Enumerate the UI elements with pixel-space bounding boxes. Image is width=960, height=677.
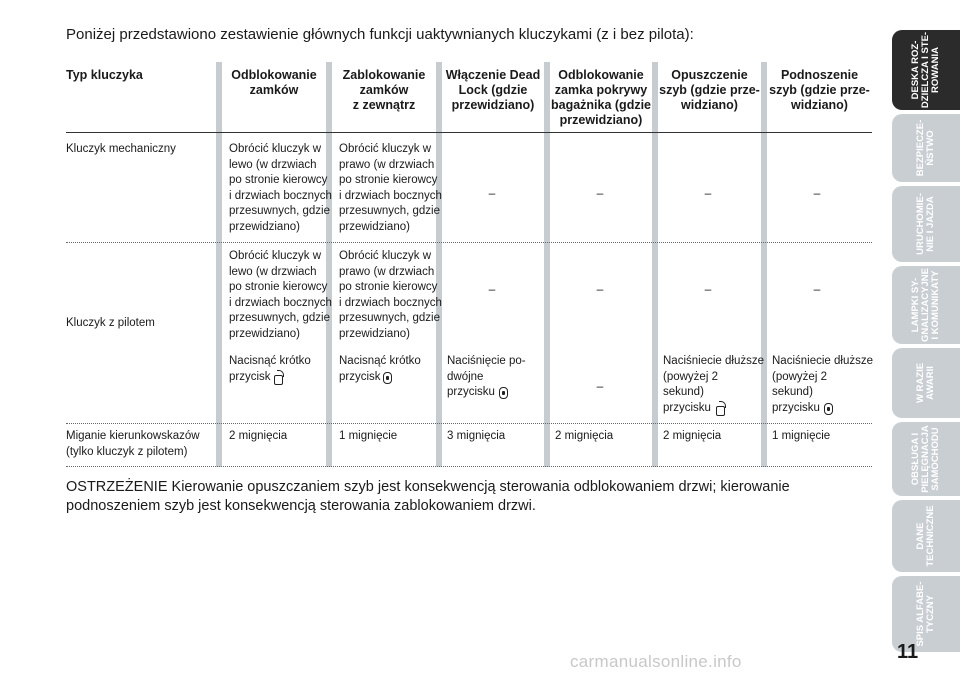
row-remote-trunk-press: –: [596, 379, 604, 393]
row-remote-win-down-turn: –: [704, 282, 712, 296]
row-remote-unlock-turn: Obrócić kluczyk w lewo (w drzwiach po stronie kierowcy i drzwiach bocznych przesuwnych, gdzie przewidziano): [229, 250, 332, 340]
tab-dashboard-controls[interactable]: [892, 30, 960, 110]
row-blink-deadlock: 3 mignięcia: [447, 430, 506, 442]
header-lock: Zablokowanie zamków z zewnątrz: [342, 68, 426, 112]
tab-label: URUCHOMIE- NIE I JAZDA: [915, 193, 936, 255]
header-key-type: Typ kluczyka: [66, 68, 143, 82]
row-blink-type: Miganie kierunkowskazów (tylko kluczyk z pilotem): [66, 430, 200, 458]
row-blink-unlock: 2 mignięcia: [229, 430, 288, 442]
column-separator: [652, 62, 658, 467]
row-mech-deadlock: –: [488, 186, 496, 200]
header-dead-lock: Włączenie Dead Lock (gdzie przewidziano): [445, 68, 541, 112]
watermark: carmanualsonline.info: [570, 652, 742, 671]
warning-note: OSTRZEŻENIE Kierowanie opuszczaniem szyb jest konsekwencją sterowania odblokowaniem drzwi; kierowanie podnoszeniem szyb jest konsekwencją sterowania zablokowaniem drzwi.: [66, 479, 790, 514]
tab-label: SPIS ALFABE- TYCZNY: [915, 581, 936, 647]
tab-maintenance[interactable]: [892, 422, 960, 496]
row-remote-deadlock-press: Naciśnięcie po- dwójne przycisku: [447, 355, 526, 398]
unlock-button-icon: [273, 372, 282, 384]
table-bottom-rule: [66, 466, 872, 467]
remote-unlock-press: [229, 354, 311, 385]
row-blink-trunk: 2 mignięcia: [555, 430, 614, 442]
row-remote-win-up-press: Naciśniecie dłuższe (powyżej 2 sekund) przycisku: [772, 355, 873, 414]
tab-label: LAMPKI SY- GNALIZACYJNE I KOMUNIKATY: [910, 268, 941, 342]
remote-win-up-press: [772, 354, 873, 416]
row-mech-unlock: Obrócić kluczyk w lewo (w drzwiach po stronie kierowcy i drzwiach bocznych przesuwnych, gdzie przewidziano): [229, 143, 332, 233]
row-mech-win-down: –: [704, 186, 712, 200]
row-remote-trunk-turn: –: [596, 282, 604, 296]
column-separator: [216, 62, 222, 467]
tab-label: BEZPIECZE- ŃSTWO: [915, 119, 936, 177]
header-windows-up: Podnoszenie szyb (gdzie prze- widziano): [769, 68, 870, 112]
row-remote-win-down-press: Naciśniecie dłuższe (powyżej 2 sekund) przycisku: [663, 355, 764, 414]
row-remote-win-up-turn: –: [813, 282, 821, 296]
tab-starting-driving[interactable]: [892, 186, 960, 262]
row-blink-win-down: 2 mignięcia: [663, 430, 722, 442]
tab-label: OBSŁUGA I PIELĘGNACJA SAMOCHODU: [910, 425, 941, 493]
intro-text: Poniżej przedstawiono zestawienie głównych funkcji uaktywnianych kluczykami (z i bez pilota):: [66, 26, 694, 43]
row-mech-lock: Obrócić kluczyk w prawo (w drzwiach po stronie kierowcy i drzwiach bocznych przesuwnych, gdzie przewidziano): [339, 143, 442, 233]
row-mech-trunk: –: [596, 186, 604, 200]
tab-technical-data[interactable]: [892, 500, 960, 572]
tab-label: W RAZIE AWARII: [915, 362, 936, 404]
row-blink-win-up: 1 mignięcie: [772, 430, 831, 442]
row-remote-unlock-press: Nacisnąć krótko przycisk: [229, 355, 311, 383]
lock-button-icon: [499, 387, 508, 399]
remote-deadlock-press: [447, 354, 526, 401]
header-trunk-unlock: Odblokowanie zamka pokrywy bagażnika (gdzie przewidziano): [550, 68, 652, 127]
tab-label: DESKA ROZ- DZIELCZA I STE- ROWANIA: [910, 31, 941, 109]
row-blink-lock: 1 mignięcie: [339, 430, 398, 442]
header-unlock: Odblokowanie zamków: [231, 68, 317, 97]
header-windows-down: Opuszczenie szyb (gdzie prze- widziano): [659, 68, 760, 112]
tab-emergency[interactable]: [892, 348, 960, 418]
lock-button-icon: [383, 372, 392, 384]
unlock-button-icon: [715, 403, 724, 415]
tab-safety[interactable]: [892, 114, 960, 182]
row-remote-deadlock-turn: –: [488, 282, 496, 296]
row-divider: [66, 423, 872, 424]
row-mech-win-up: –: [813, 186, 821, 200]
tab-warning-lights[interactable]: [892, 266, 960, 344]
page-number: 11: [897, 641, 919, 663]
row-remote-lock-press: Nacisnąć krótko przycisk: [339, 355, 421, 383]
remote-win-down-press: [663, 354, 764, 416]
lock-button-icon: [824, 403, 833, 415]
row-divider: [66, 242, 872, 243]
tab-label: DANE TECHNICZNE: [915, 505, 936, 567]
row-remote-type: Kluczyk z pilotem: [66, 317, 155, 329]
row-remote-lock-turn: Obrócić kluczyk w prawo (w drzwiach po stronie kierowcy i drzwiach bocznych przesuwnych, gdzie przewidziano): [339, 250, 442, 340]
remote-lock-press: [339, 354, 421, 385]
row-mech-type: Kluczyk mechaniczny: [66, 143, 176, 155]
header-rule: [66, 132, 872, 133]
